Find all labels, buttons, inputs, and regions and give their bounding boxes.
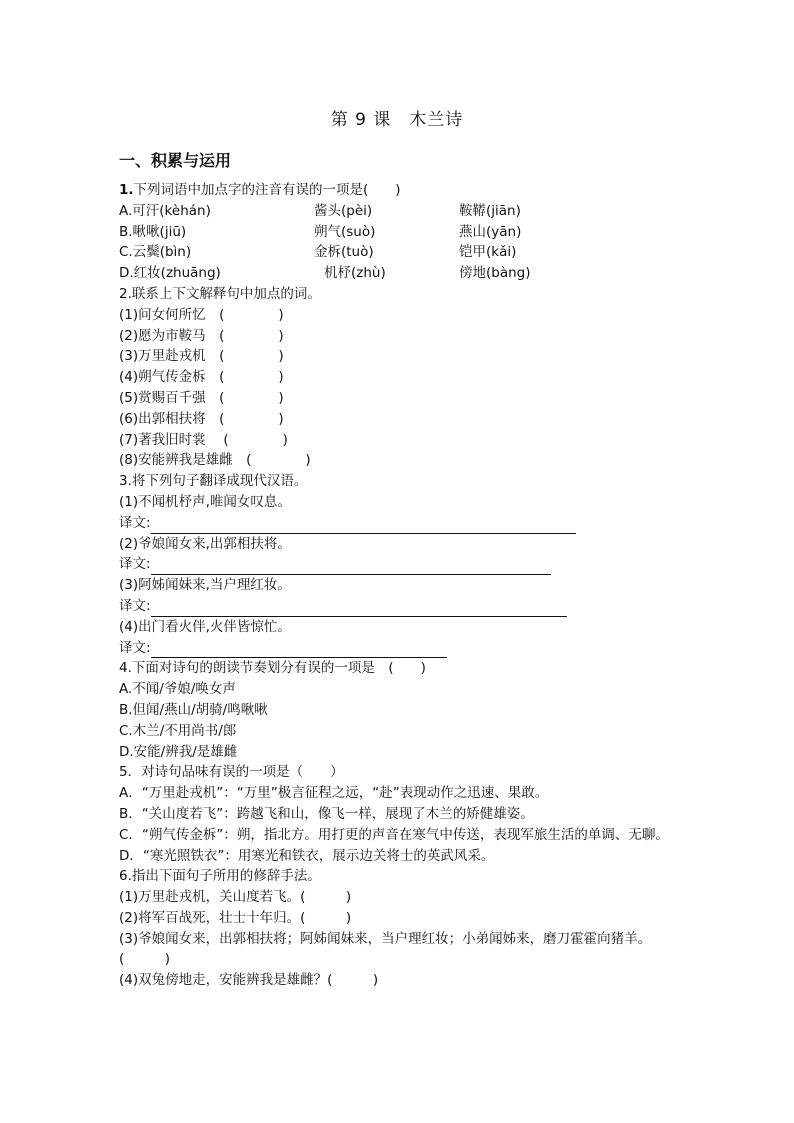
q4-option: A.不闻/爷娘/唤女声	[119, 681, 236, 698]
q4-option: D.安能/辨我/是雄雌	[119, 743, 238, 760]
answer-blank[interactable]	[151, 560, 551, 575]
q3-stem: 3.将下列句子翻译成现代汉语。	[119, 473, 308, 490]
answer-blank[interactable]	[151, 519, 576, 534]
q3-item: (3)阿姊闻妹来,当户理红妆。	[119, 577, 291, 594]
q3-answer-line[interactable]: 译文:	[119, 596, 679, 617]
q2-stem: 2.联系上下文解释句中加点的词。	[119, 285, 321, 302]
q6-item: (3)爷娘闻女来，出郭相扶将；阿姊闻妹来，当户理红妆；小弟闻姊来，磨刀霍霍向猪羊。( )	[119, 930, 652, 968]
q5-option: B．“关山度若飞”：跨越飞和山，像飞一样，展现了木兰的矫健雄姿。	[119, 805, 534, 822]
q2-item: (7)著我旧时裳 ( )	[119, 431, 288, 448]
q5-option: D．“寒光照铁衣”：用寒光和铁衣，展示边关将士的英武风采。	[119, 847, 495, 864]
q5-stem: 5．对诗句品味有误的一项是（ ）	[119, 764, 344, 781]
q1-option-row: D.红妆(zhuāng) 机杼(zhù) 傍地(bàng)	[119, 265, 531, 282]
q3-answer-line[interactable]: 译文:	[119, 554, 679, 575]
q3-answer-line[interactable]: 译文:	[119, 638, 679, 659]
q6-item: (1)万里赴戎机，关山度若飞。( )	[119, 889, 352, 906]
q1-option-row: B.啾啾(jiū) 朔气(suò) 燕山(yān)	[119, 223, 522, 240]
q2-item: (8)安能辨我是雄雌 ( )	[119, 452, 311, 469]
q5-option: C．“朔气传金柝”：朔，指北方。用打更的声音在寒气中传送，表现军旅生活的单调、无聊。	[119, 826, 669, 843]
q2-item: (6)出郭相扶将 ( )	[119, 410, 284, 427]
q2-item: (4)朔气传金柝 ( )	[119, 369, 284, 386]
q2-item: (3)万里赴戎机 ( )	[119, 348, 284, 365]
q3-item: (2)爷娘闻女来,出郭相扶将。	[119, 535, 291, 552]
answer-blank[interactable]	[151, 602, 567, 617]
q6-item: (4)双兔傍地走，安能辨我是雄雌？( )	[119, 972, 379, 989]
q4-stem: 4.下面对诗句的朗读节奏划分有误的一项是 ( )	[119, 660, 426, 677]
q3-answer-line[interactable]: 译文:	[119, 513, 679, 534]
q3-item: (1)不闻机杼声,唯闻女叹息。	[119, 493, 291, 510]
q1-option-row: C.云鬓(bìn) 金柝(tuò) 铠甲(kǎi)	[119, 244, 517, 261]
q1-stem: 1.下列词语中加点字的注音有误的一项是( )	[119, 182, 401, 198]
q6-stem: 6.指出下面句子所用的修辞手法。	[119, 868, 321, 885]
q3-item: (4)出门看火伴,火伴皆惊忙。	[119, 618, 291, 635]
section-heading: 一、积累与运用	[119, 151, 232, 170]
q1-option-row: A.可汗(kèhán) 酱头(pèi) 鞍鞯(jiān)	[119, 202, 521, 219]
q4-option: B.但闻/燕山/胡骑/鸣啾啾	[119, 701, 268, 718]
q2-item: (5)赏赐百千强 ( )	[119, 389, 284, 406]
q2-item: (2)愿为市鞍马 ( )	[119, 327, 284, 344]
answer-blank[interactable]	[151, 643, 447, 658]
q4-option: C.木兰/不用尚书/郎	[119, 722, 237, 739]
q2-item: (1)问女何所忆 ( )	[119, 306, 284, 323]
q5-option: A．“万里赴戎机”：“万里”极言征程之远，“赴”表现动作之迅速、果敢。	[119, 785, 549, 802]
lesson-title: 第 9 课 木兰诗	[330, 110, 464, 130]
questions	[119, 180, 679, 991]
q6-item: (2)将军百战死，壮士十年归。( )	[119, 909, 352, 926]
